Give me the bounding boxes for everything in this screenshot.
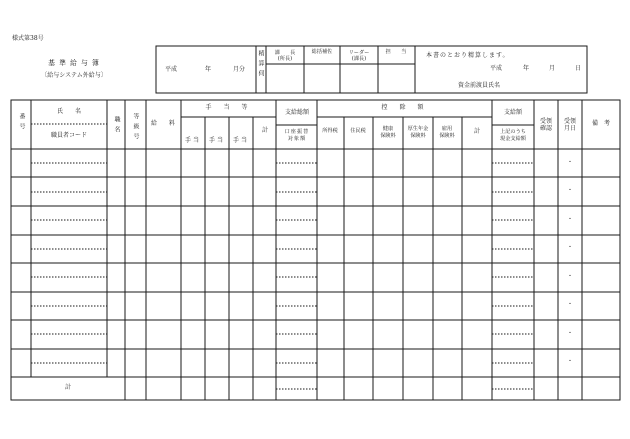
approval-officer-label: 資金前渡員氏名 [458, 82, 501, 89]
header-health-insurance: 健康 保険料 [380, 126, 396, 139]
approval-side-label: 精算伺 [257, 50, 264, 80]
approval-col-section-chief: 課 長 (所長) [274, 50, 296, 63]
receipt-date-marker: ・ [566, 244, 574, 251]
header-employment-insurance: 雇用 保険料 [439, 126, 455, 139]
header-income-tax: 所得税 [322, 128, 338, 134]
approval-col-leader: リーダー (課長) [348, 50, 370, 63]
header-remarks: 備 考 [591, 120, 611, 127]
receipt-date-marker: ・ [566, 216, 574, 223]
header-position-title: 職名 [113, 116, 120, 136]
receipt-date-marker: ・ [566, 358, 574, 365]
header-receipt-confirm: 受領 確認 [539, 118, 553, 133]
form-number: 様式第38号 [12, 35, 44, 42]
header-salary: 給 料 [150, 120, 176, 127]
approval-col-general-assistant: 総括補佐 [311, 49, 333, 55]
header-grade: 等級号 [132, 113, 139, 143]
receipt-date-marker: ・ [566, 330, 574, 337]
period-era: 平成 [165, 66, 178, 73]
header-employee-code: 職員者コード [50, 132, 88, 139]
approval-date-month: 月 [549, 65, 556, 72]
header-resident-tax: 住民税 [350, 128, 366, 134]
header-deduction-group: 控 除 額 [381, 104, 427, 111]
header-deduction-total: 計 [473, 128, 481, 135]
document-subtitle: 〔給与システム外給与〕 [41, 72, 107, 79]
header-bank-transfer: 口座振替 対象額 [284, 129, 310, 142]
receipt-date-marker: ・ [566, 273, 574, 280]
approval-date-era: 平成 [490, 65, 503, 72]
header-number: 番号 [18, 113, 25, 133]
receipt-date-marker: ・ [566, 301, 574, 308]
header-pension: 厚生年金 保険料 [407, 126, 429, 139]
header-allowance-group: 手 当 等 [205, 104, 251, 111]
header-allowance-1: 手当 [184, 137, 202, 144]
total-row-label: 計 [64, 384, 72, 391]
header-receipt-date: 受領 月日 [563, 118, 577, 133]
receipt-date-marker: ・ [566, 187, 574, 194]
header-name: 氏 名 [56, 108, 82, 115]
approval-note: 本書のとおり精算します。 [426, 52, 510, 59]
header-allowance-total: 計 [261, 127, 269, 134]
receipt-date-marker: ・ [566, 159, 574, 166]
approval-date-day: 日 [575, 65, 582, 72]
header-allowance-2: 手当 [208, 137, 226, 144]
header-net-payment: 支給額 [503, 109, 523, 116]
approval-col-staff: 担 当 [385, 49, 407, 55]
period-year: 年 [205, 66, 212, 73]
header-payment-total: 支給総額 [284, 109, 310, 116]
approval-date-year: 年 [523, 65, 530, 72]
period-month: 月分 [233, 66, 246, 73]
header-allowance-3: 手当 [232, 137, 250, 144]
document-title: 基 準 給 与 簿 [48, 59, 100, 67]
header-cash-payment: 上記のうち 現金支給額 [500, 129, 526, 142]
